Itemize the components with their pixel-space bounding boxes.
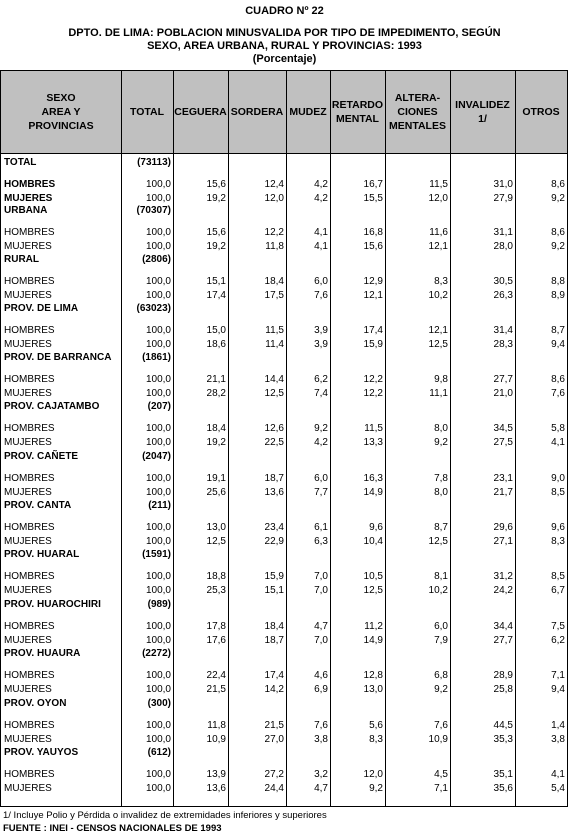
table-cell: 5,8 <box>551 423 565 434</box>
table-cell: 100,0 <box>145 423 171 434</box>
header-mudez: MUDEZ <box>289 106 327 118</box>
group-total: (989) <box>147 599 171 610</box>
table-cell: 100,0 <box>145 487 171 498</box>
table-number: CUADRO Nº 22 <box>245 5 324 17</box>
table-cell: 13,6 <box>206 783 226 794</box>
table-cell: 8,1 <box>434 571 448 582</box>
table-cell: 100,0 <box>145 473 171 484</box>
row-label: MUJERES <box>4 437 52 448</box>
table-cell: 4,2 <box>314 437 328 448</box>
source-note: FUENTE : INEI - CENSOS NACIONALES DE 1993 <box>3 823 222 834</box>
table-cell: 3,9 <box>314 325 328 336</box>
table-cell: 4,7 <box>314 783 328 794</box>
table-cell: 7,7 <box>314 487 328 498</box>
table-cell: 18,6 <box>206 339 226 350</box>
table-cell: 8,6 <box>551 179 565 190</box>
data-table <box>0 70 568 807</box>
table-cell: 24,4 <box>264 783 284 794</box>
table-cell: 11,1 <box>429 388 448 399</box>
table-cell: 6,2 <box>551 635 565 646</box>
table-cell: 9,2 <box>551 193 565 204</box>
table-cell: 15,9 <box>363 339 383 350</box>
table-cell: 100,0 <box>145 769 171 780</box>
table-cell: 25,8 <box>493 684 513 695</box>
table-cell: 15,9 <box>264 571 284 582</box>
table-cell: 6,0 <box>314 276 328 287</box>
table-cell: 16,7 <box>363 179 383 190</box>
table-cell: 34,4 <box>493 621 513 632</box>
table-cell: 12,6 <box>264 423 284 434</box>
table-cell: 27,7 <box>493 635 513 646</box>
table-cell: 27,5 <box>493 437 513 448</box>
row-label: HOMBRES <box>4 179 56 190</box>
table-cell: 8,3 <box>551 536 565 547</box>
row-label: HOMBRES <box>4 325 55 336</box>
table-cell: 19,2 <box>206 193 226 204</box>
table-cell: 8,6 <box>551 227 565 238</box>
table-cell: 12,5 <box>363 585 383 596</box>
table-cell: 22,9 <box>264 536 284 547</box>
table-cell: 15,6 <box>206 227 226 238</box>
table-cell: 44,5 <box>493 720 513 731</box>
table-cell: 12,2 <box>363 388 383 399</box>
table-cell: 11,2 <box>364 621 383 632</box>
table-cell: 22,4 <box>206 670 226 681</box>
table-cell: 10,5 <box>363 571 383 582</box>
table-cell: 11,6 <box>429 227 448 238</box>
table-cell: 21,5 <box>206 684 226 695</box>
group-total: (2047) <box>142 451 171 462</box>
table-cell: 7,0 <box>314 635 328 646</box>
table-cell: 28,2 <box>206 388 226 399</box>
table-cell: 8,3 <box>434 276 448 287</box>
table-cell: 15,1 <box>264 585 284 596</box>
table-cell: 19,1 <box>206 473 226 484</box>
table-cell: 12,0 <box>264 193 284 204</box>
table-cell: 12,5 <box>264 388 284 399</box>
table-cell: 12,0 <box>363 769 383 780</box>
table-cell: 4,1 <box>551 769 565 780</box>
table-cell: 100,0 <box>145 621 171 632</box>
table-cell: 12,4 <box>264 179 284 190</box>
table-cell: 15,5 <box>363 193 383 204</box>
table-cell: 22,5 <box>264 437 284 448</box>
table-cell: 27,9 <box>493 193 513 204</box>
table-cell: 16,8 <box>363 227 383 238</box>
row-label: HOMBRES <box>4 670 55 681</box>
table-cell: 4,2 <box>314 179 328 190</box>
group-total: (1861) <box>142 352 171 363</box>
table-cell: 100,0 <box>145 437 171 448</box>
header-area: SEXO AREA Y PROVINCIAS <box>28 92 94 132</box>
header-alteraciones-mentales: ALTERA- CIONES MENTALES <box>389 92 446 132</box>
table-cell: 23,4 <box>264 522 284 533</box>
table-cell: 100,0 <box>145 290 171 301</box>
group-label: TOTAL <box>4 157 37 168</box>
table-cell: 18,8 <box>206 571 226 582</box>
table-cell: 7,6 <box>551 388 565 399</box>
table-cell: 13,0 <box>363 684 383 695</box>
row-label: MUJERES <box>4 241 52 252</box>
table-cell: 17,8 <box>206 621 226 632</box>
table-cell: 100,0 <box>145 684 171 695</box>
row-label: MUJERES <box>4 783 52 794</box>
table-unit: (Porcentaje) <box>252 53 317 65</box>
table-cell: 100,0 <box>145 522 171 533</box>
table-cell: 14,4 <box>264 374 284 385</box>
table-cell: 12,2 <box>363 374 383 385</box>
row-label: MUJERES <box>4 635 52 646</box>
group-total: (63023) <box>136 303 171 314</box>
header-sordera: SORDERA <box>230 106 284 118</box>
table-cell: 4,5 <box>434 769 448 780</box>
row-label: MUJERES <box>4 684 52 695</box>
table-cell: 8,6 <box>551 374 565 385</box>
table-cell: 31,1 <box>493 227 513 238</box>
table-cell: 35,6 <box>493 783 513 794</box>
header-retardo-mental: RETARDO MENTAL <box>331 99 384 125</box>
row-label: HOMBRES <box>4 769 55 780</box>
table-cell: 12,5 <box>206 536 226 547</box>
table-cell: 7,6 <box>314 720 328 731</box>
table-title-line-1: DPTO. DE LIMA: POBLACION MINUSVALIDA POR TIPO DE IMPEDIMENTO, SEGÚN <box>68 27 501 39</box>
table-cell: 17,5 <box>264 290 284 301</box>
table-cell: 15,1 <box>206 276 226 287</box>
table-cell: 11,4 <box>265 339 284 350</box>
table-cell: 7,8 <box>434 473 448 484</box>
table-cell: 19,2 <box>206 437 226 448</box>
header-invalidez: INVALIDEZ 1/ <box>455 99 510 125</box>
table-cell: 6,1 <box>314 522 328 533</box>
table-cell: 9,2 <box>434 684 448 695</box>
table-cell: 7,6 <box>434 720 448 731</box>
table-cell: 13,3 <box>363 437 383 448</box>
table-cell: 11,5 <box>364 423 383 434</box>
table-title-line-2: SEXO, AREA URBANA, RURAL Y PROVINCIAS: 1993 <box>147 40 422 52</box>
table-cell: 7,9 <box>434 635 448 646</box>
table-cell: 17,4 <box>206 290 226 301</box>
table-cell: 7,0 <box>314 571 328 582</box>
group-label: URBANA <box>4 205 48 216</box>
table-cell: 4,2 <box>314 193 328 204</box>
group-label: PROV. CAJATAMBO <box>4 401 100 412</box>
table-header <box>1 71 567 154</box>
table-cell: 100,0 <box>145 179 171 190</box>
table-cell: 8,0 <box>434 423 448 434</box>
table-cell: 11,8 <box>265 241 284 252</box>
table-cell: 7,4 <box>314 388 328 399</box>
table-cell: 7,1 <box>551 670 565 681</box>
group-total: (73113) <box>137 157 171 168</box>
row-label: HOMBRES <box>4 621 55 632</box>
table-cell: 15,6 <box>206 179 226 190</box>
table-cell: 4,7 <box>314 621 328 632</box>
table-cell: 10,2 <box>428 585 448 596</box>
table-cell: 17,6 <box>206 635 226 646</box>
table-cell: 28,3 <box>493 339 513 350</box>
table-cell: 6,2 <box>314 374 328 385</box>
group-total: (2272) <box>142 648 171 659</box>
table-cell: 12,9 <box>363 276 383 287</box>
table-cell: 23,1 <box>493 473 513 484</box>
table-cell: 8,8 <box>551 276 565 287</box>
table-cell: 7,5 <box>551 621 565 632</box>
table-cell: 3,8 <box>314 734 328 745</box>
table-cell: 100,0 <box>145 585 171 596</box>
row-label: HOMBRES <box>4 720 55 731</box>
row-label: HOMBRES <box>4 276 55 287</box>
table-cell: 6,0 <box>434 621 448 632</box>
table-cell: 100,0 <box>145 241 171 252</box>
table-cell: 6,3 <box>314 536 328 547</box>
table-cell: 34,5 <box>493 423 513 434</box>
table-cell: 25,6 <box>206 487 226 498</box>
table-cell: 6,8 <box>434 670 448 681</box>
table-cell: 11,5 <box>265 325 284 336</box>
row-label: HOMBRES <box>4 571 55 582</box>
table-cell: 100,0 <box>145 325 171 336</box>
group-total: (211) <box>148 500 171 511</box>
table-cell: 1,4 <box>551 720 565 731</box>
table-cell: 31,2 <box>493 571 513 582</box>
table-cell: 19,2 <box>206 241 226 252</box>
table-cell: 5,4 <box>551 783 565 794</box>
table-cell: 4,6 <box>314 670 328 681</box>
header-ceguera: CEGUERA <box>174 106 227 118</box>
table-cell: 100,0 <box>145 734 171 745</box>
group-total: (2806) <box>142 254 171 265</box>
table-cell: 100,0 <box>145 536 171 547</box>
table-cell: 8,5 <box>551 571 565 582</box>
table-cell: 12,1 <box>428 241 448 252</box>
table-cell: 15,6 <box>363 241 383 252</box>
table-cell: 100,0 <box>145 276 171 287</box>
group-label: PROV. DE LIMA <box>4 303 79 314</box>
table-cell: 27,2 <box>264 769 284 780</box>
table-cell: 27,1 <box>493 536 513 547</box>
row-label: MUJERES <box>4 734 52 745</box>
table-cell: 100,0 <box>145 720 171 731</box>
table-cell: 8,5 <box>551 487 565 498</box>
table-cell: 12,1 <box>363 290 383 301</box>
table-cell: 9,2 <box>434 437 448 448</box>
table-cell: 100,0 <box>145 571 171 582</box>
table-cell: 100,0 <box>145 670 171 681</box>
table-cell: 6,9 <box>314 684 328 695</box>
group-label: PROV. CANTA <box>4 500 72 511</box>
row-label: MUJERES <box>4 193 53 204</box>
table-cell: 17,4 <box>264 670 284 681</box>
group-total: (300) <box>147 698 171 709</box>
table-cell: 4,1 <box>314 227 328 238</box>
table-cell: 10,4 <box>363 536 383 547</box>
table-cell: 28,0 <box>493 241 513 252</box>
table-cell: 9,2 <box>369 783 383 794</box>
table-cell: 17,4 <box>363 325 383 336</box>
table-cell: 30,5 <box>493 276 513 287</box>
table-cell: 13,0 <box>206 522 226 533</box>
table-cell: 27,7 <box>493 374 513 385</box>
table-cell: 35,3 <box>493 734 513 745</box>
row-label: MUJERES <box>4 388 52 399</box>
table-cell: 9,4 <box>551 339 565 350</box>
group-total: (612) <box>147 747 171 758</box>
table-cell: 29,6 <box>493 522 513 533</box>
table-cell: 3,8 <box>551 734 565 745</box>
table-cell: 4,1 <box>314 241 328 252</box>
row-label: MUJERES <box>4 290 52 301</box>
table-cell: 18,7 <box>264 473 284 484</box>
table-cell: 18,4 <box>206 423 226 434</box>
group-label: PROV. OYON <box>4 698 67 709</box>
table-cell: 5,6 <box>369 720 383 731</box>
table-cell: 9,4 <box>551 684 565 695</box>
table-cell: 35,1 <box>493 769 513 780</box>
table-cell: 8,7 <box>434 522 448 533</box>
table-cell: 11,5 <box>429 179 448 190</box>
table-cell: 16,3 <box>363 473 383 484</box>
table-cell: 9,6 <box>369 522 383 533</box>
table-cell: 24,2 <box>493 585 513 596</box>
group-total: (1591) <box>142 549 171 560</box>
row-label: MUJERES <box>4 585 52 596</box>
table-cell: 100,0 <box>145 388 171 399</box>
table-cell: 10,2 <box>428 290 448 301</box>
table-cell: 12,1 <box>428 325 448 336</box>
table-cell: 26,3 <box>493 290 513 301</box>
table-cell: 100,0 <box>145 339 171 350</box>
table-cell: 7,0 <box>314 585 328 596</box>
row-label: HOMBRES <box>4 227 55 238</box>
table-cell: 12,2 <box>264 227 284 238</box>
header-otros: OTROS <box>522 106 560 118</box>
group-label: PROV. YAUYOS <box>4 747 79 758</box>
table-cell: 12,0 <box>428 193 448 204</box>
table-cell: 8,0 <box>434 487 448 498</box>
row-label: HOMBRES <box>4 473 55 484</box>
table-cell: 13,6 <box>264 487 284 498</box>
table-cell: 9,2 <box>314 423 328 434</box>
table-cell: 7,6 <box>314 290 328 301</box>
row-label: MUJERES <box>4 487 52 498</box>
group-label: PROV. HUAROCHIRI <box>4 599 101 610</box>
table-cell: 18,7 <box>264 635 284 646</box>
table-cell: 100,0 <box>145 193 171 204</box>
table-cell: 9,6 <box>551 522 565 533</box>
table-cell: 13,9 <box>206 769 226 780</box>
table-cell: 4,1 <box>551 437 565 448</box>
group-total: (70307) <box>136 205 171 216</box>
table-cell: 12,5 <box>428 536 448 547</box>
table-cell: 100,0 <box>145 783 171 794</box>
table-cell: 7,1 <box>434 783 448 794</box>
group-label: RURAL <box>4 254 39 265</box>
group-label: PROV. CAÑETE <box>4 451 79 462</box>
row-label: MUJERES <box>4 536 52 547</box>
row-label: MUJERES <box>4 339 52 350</box>
table-cell: 6,0 <box>314 473 328 484</box>
table-cell: 21,5 <box>264 720 284 731</box>
table-cell: 100,0 <box>145 227 171 238</box>
row-label: HOMBRES <box>4 374 55 385</box>
table-cell: 31,0 <box>493 179 513 190</box>
table-cell: 100,0 <box>145 374 171 385</box>
table-cell: 9,8 <box>434 374 448 385</box>
table-cell: 9,2 <box>551 241 565 252</box>
table-cell: 21,0 <box>493 388 513 399</box>
table-cell: 12,5 <box>428 339 448 350</box>
table-cell: 25,3 <box>206 585 226 596</box>
table-cell: 8,3 <box>369 734 383 745</box>
table-cell: 12,8 <box>363 670 383 681</box>
table-cell: 21,7 <box>493 487 513 498</box>
group-label: PROV. DE BARRANCA <box>4 352 112 363</box>
table-cell: 14,2 <box>264 684 284 695</box>
group-label: PROV. HUARAL <box>4 549 80 560</box>
table-cell: 10,9 <box>206 734 226 745</box>
table-cell: 18,4 <box>264 621 284 632</box>
table-cell: 9,0 <box>551 473 565 484</box>
table-cell: 18,4 <box>264 276 284 287</box>
table-cell: 10,9 <box>428 734 448 745</box>
table-cell: 21,1 <box>206 374 226 385</box>
header-total: TOTAL <box>129 106 165 118</box>
table-cell: 27,0 <box>264 734 284 745</box>
table-cell: 6,7 <box>551 585 565 596</box>
row-label: HOMBRES <box>4 423 55 434</box>
table-cell: 31,4 <box>493 325 513 336</box>
group-total: (207) <box>147 401 171 412</box>
table-cell: 100,0 <box>145 635 171 646</box>
table-cell: 14,9 <box>363 635 383 646</box>
table-cell: 14,9 <box>363 487 383 498</box>
table-cell: 28,9 <box>493 670 513 681</box>
table-cell: 8,9 <box>551 290 565 301</box>
footnote: 1/ Incluye Polio y Pérdida o invalidez de extremidades inferiores y superiores <box>3 810 327 821</box>
table-cell: 8,7 <box>551 325 565 336</box>
table-cell: 3,9 <box>314 339 328 350</box>
table-cell: 11,8 <box>207 720 226 731</box>
table-cell: 3,2 <box>314 769 328 780</box>
group-label: PROV. HUAURA <box>4 648 81 659</box>
row-label: HOMBRES <box>4 522 55 533</box>
table-cell: 15,0 <box>206 325 226 336</box>
